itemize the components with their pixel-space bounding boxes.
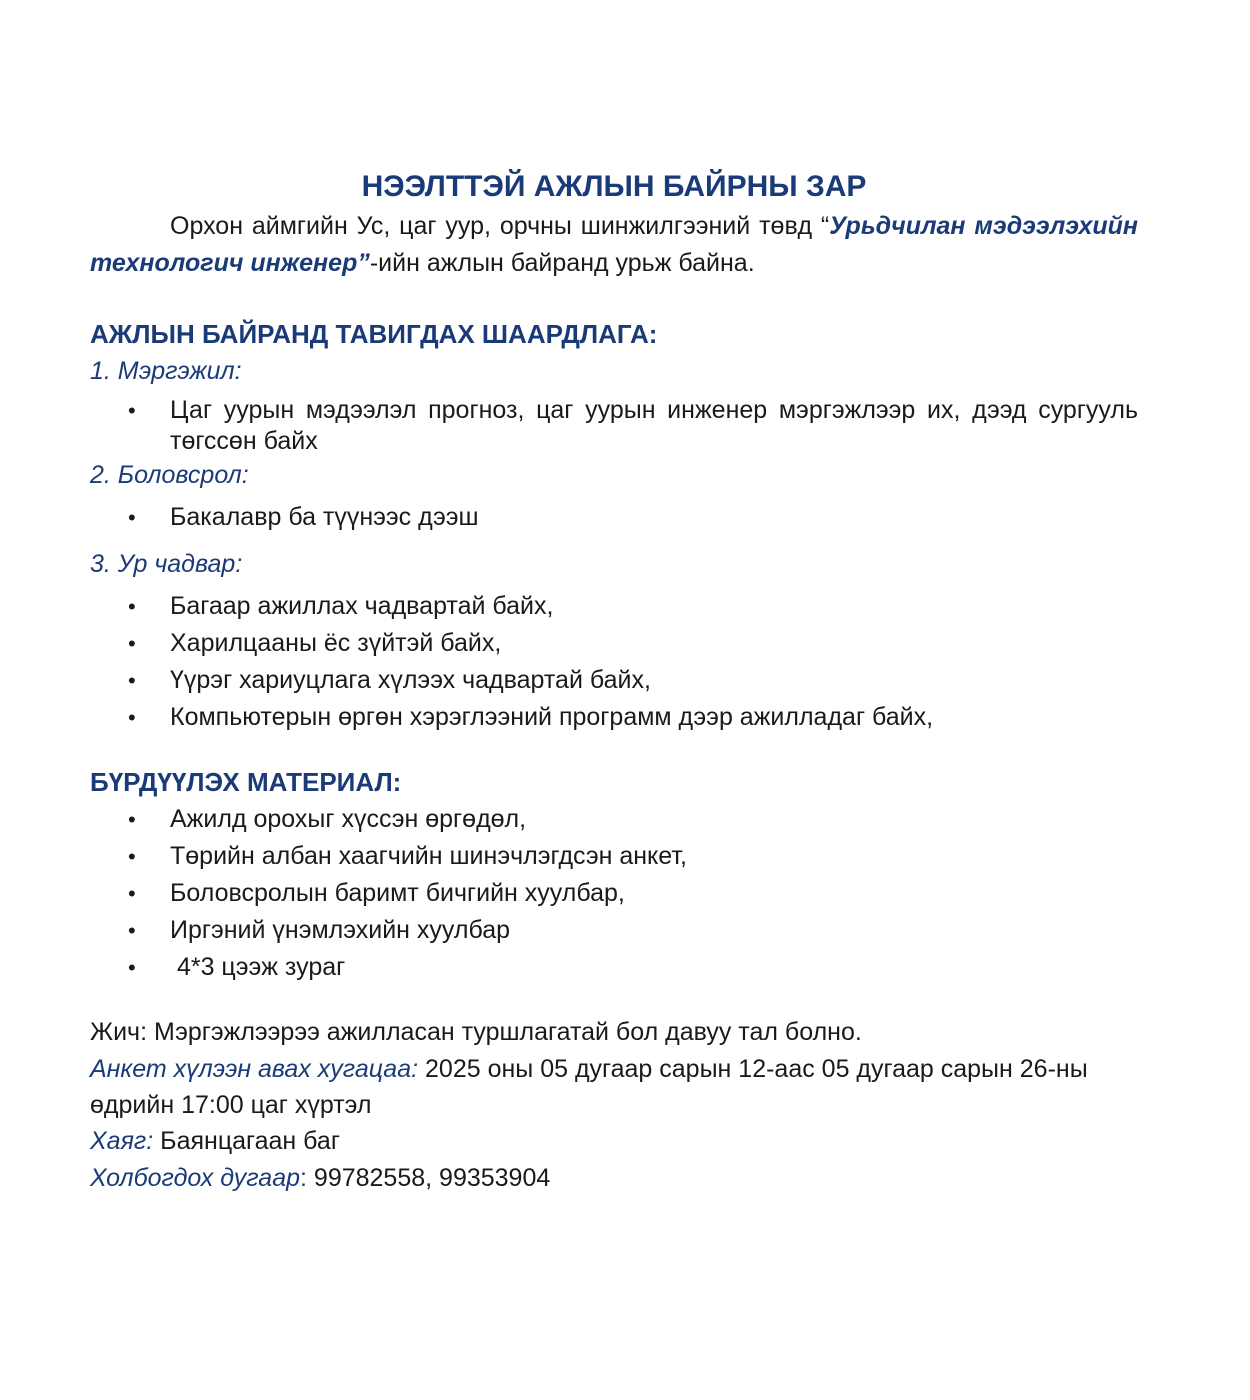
bullet-icon: • [128,594,136,619]
list-item: • Компьютерын өргөн хэрэглээний программ дээр ажилладаг байх, [90,699,1138,736]
skills-list [90,588,1138,736]
address-label: Хаяг: [90,1127,154,1155]
list-item: • Иргэний үнэмлэхийн хуулбар [90,912,1138,949]
bullet-icon: • [128,705,136,730]
bullet-icon: • [128,844,136,869]
list-item: • Төрийн албан хаагчийн шинэчлэгдсэн анкет, [90,838,1138,875]
intro-close-quote: ” [357,249,370,277]
profession-list [90,395,1138,457]
address-line [90,1123,1138,1160]
list-item: • Үүрэг хариуцлага хүлээх чадвартай байх, [90,662,1138,699]
bullet-icon: • [128,668,136,693]
list-item: • Бакалавр ба түүнээс дээш [90,499,1138,536]
contact-line [90,1160,1138,1197]
bullet-icon: • [128,631,136,656]
bullet-icon: • [128,918,136,943]
intro-paragraph [90,208,1138,282]
page-title: НЭЭЛТТЭЙ АЖЛЫН БАЙРНЫ ЗАР [361,170,867,203]
position-title: Урьдчилан мэдээлэхийн технологич инженер [90,212,1138,277]
note-line: Жич: Мэргэжлээрээ ажилласан туршлагатай бол давуу тал болно. [90,1018,862,1046]
bullet-icon: • [128,807,136,832]
list-item: • Ажилд орохыг хүссэн өргөдөл, [90,801,1138,838]
materials-list [90,801,1138,986]
intro-suffix: -ийн ажлын байранд урьж байна. [369,249,755,277]
bullet-icon: • [128,505,136,530]
materials-heading: БҮРДҮҮЛЭХ МАТЕРИАЛ: [90,767,402,797]
job-announcement [90,160,1138,1197]
requirement-group-label: 2. Боловсрол: [90,461,249,489]
list-item: • Боловсролын баримт бичгийн хуулбар, [90,875,1138,912]
deadline-value: 2025 оны 05 дугаар сарын 12-аас 05 дугаар сарын 26-ны өдрийн 17:00 цаг хүртэл [90,1055,1088,1119]
deadline-line [90,1051,1138,1123]
deadline-label: Анкет хүлээн авах хугацаа: [90,1055,419,1083]
bullet-icon: • [128,398,136,423]
list-item: • Цаг уурын мэдээлэл прогноз, цаг уурын инженер мэргэжлээр их, дээд сургууль төгссөн байх [128,396,1138,455]
contact-colon: : [300,1164,307,1192]
requirement-group-label: 1. Мэргэжил: [90,357,242,385]
list-item: • Харилцааны ёс зүйтэй байх, [90,625,1138,662]
bullet-icon: • [128,881,136,906]
requirement-group-label: 3. Ур чадвар: [90,550,243,578]
address-value: Баянцагаан баг [153,1127,340,1155]
list-item: • Багаар ажиллах чадвартай байх, [90,588,1138,625]
intro-prefix: Орхон аймгийн Ус, цаг уур, орчны шинжилгээний төвд “ [170,212,830,240]
requirements-heading: АЖЛЫН БАЙРАНД ТАВИГДАХ ШААРДЛАГА: [90,319,658,349]
education-list [90,499,1138,536]
contact-value: 99782558, 99353904 [306,1164,551,1192]
list-item: • 4*3 цээж зураг [90,949,1138,986]
contact-label: Холбогдох дугаар [90,1164,301,1192]
bullet-icon: • [128,955,136,980]
